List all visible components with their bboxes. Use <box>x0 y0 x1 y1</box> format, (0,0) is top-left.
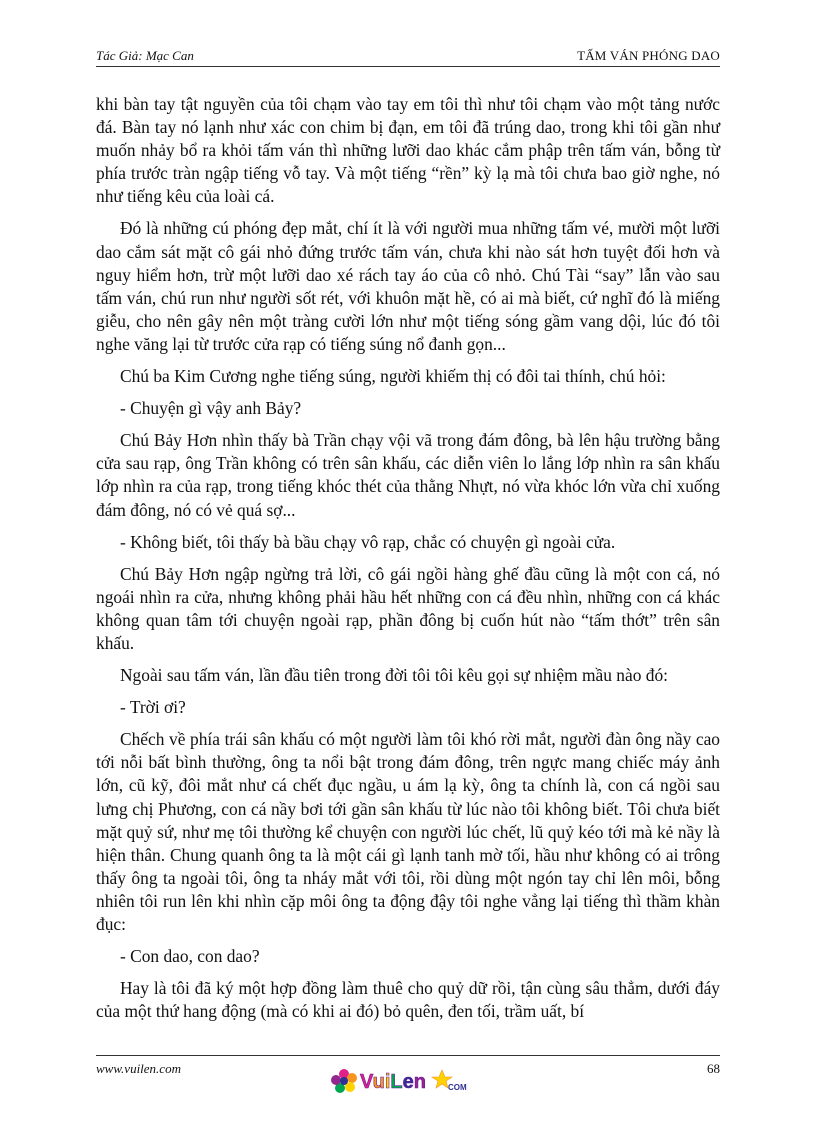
paragraph: Chếch về phía trái sân khấu có một người làm tôi khó rời mắt, người đàn ông nầy cao tới nỗi bất bình thường, ông ta nổi bật trong đám đông, trên ngực mang chiếc máy ảnh lớn, cũ kỹ, đôi mắt như cá chết đục ngầu, u ám lạ kỳ, ông ta chính là, con cá ngồi sau lưng chị Phương, con cá nầy bơi tới gần sân khấu từ lúc nào tôi không biết. Tôi chưa biết mặt quỷ sứ, như mẹ tôi thường kể chuyện con người lúc chết, lũ quỷ kéo tới mà kẻ nầy là hiện thân. Chung quanh ông ta là một cái gì lạnh tanh mờ tối, hầu như không có ai trông thấy ông ta ngoài tôi, ông ta nháy mắt với tôi, rồi dùng một ngón tay chỉ lên môi, bỗng nhiên tôi run lên khi nhìn cặp môi ông ta động đậy tôi nghe vẳng lại tiếng thì thầm khàn đục: <box>96 729 720 934</box>
header-author: Tác Giả: Mạc Can <box>96 48 194 63</box>
paragraph: - Con dao, con dao? <box>120 946 260 967</box>
paragraph: - Chuyện gì vậy anh Bảy? <box>120 398 302 419</box>
paragraph: Ngoài sau tấm ván, lần đầu tiên trong đời tôi tôi kêu gọi sự nhiệm mầu nào đó: <box>120 665 668 686</box>
footer-divider <box>96 1055 720 1056</box>
paragraph: - Trời ơi? <box>120 697 186 718</box>
paragraph: - Không biết, tôi thấy bà bầu chạy vô rạp, chắc có chuyện gì ngoài cửa. <box>120 531 616 552</box>
paragraph: khi bàn tay tật nguyền của tôi chạm vào tay em tôi thì như tôi chạm vào một tảng nước đá. Bàn tay nó lạnh như xác con chim bị đạn, em tôi đã trúng dao, trong khi tôi gần như muốn nhảy bổ ra khỏi tấm ván thì những lưỡi dao khác cắm phập trên tấm ván, bỗng từ phía trước tràn ngập tiếng vỗ tay. Và một tiếng “rền” kỳ lạ mà tôi chưa bao giờ nghe, nó như tiếng kêu của loài cá. <box>96 94 720 207</box>
flower-icon <box>331 1069 357 1093</box>
paragraph: Chú Bảy Hơn ngập ngừng trả lời, cô gái ngồi hàng ghế đầu cũng là một con cá, nó ngoái nhìn ra cửa, nhưng không phải hầu hết những con cá đều nhìn, những con cá khác không quan tâm tới chuyện ngoài rạp, phần đông bị cuốn hút nào “tấm thớt” trên sân khấu. <box>96 563 720 653</box>
page-number: 68 <box>707 1061 720 1076</box>
paragraph: Chú Bảy Hơn nhìn thấy bà Trần chạy vội vã trong đám đông, bà lên hậu trường bằng cửa sau rạp, ông Trần không có trên sân khấu, các diễn viên lo lắng lớp nhìn ra sân khấu lớp nhìn ra của rạp, trong tiếng khóc thét của thằng Nhựt, nó vừa khóc lớn vừa chỉ xuống đám đông, nó có vẻ quá sợ... <box>96 430 720 520</box>
footer-site-link[interactable]: www.vuilen.com <box>96 1061 181 1076</box>
page-body <box>96 93 720 1032</box>
page-header <box>96 46 720 67</box>
paragraph: Chú ba Kim Cương nghe tiếng súng, người khiếm thị có đôi tai thính, chú hỏi: <box>120 366 666 387</box>
vuilen-logo[interactable] <box>330 1062 490 1102</box>
paragraph: Đó là những cú phóng đẹp mắt, chí ít là với người mua những tấm vé, mười một lưỡi dao cắm sát mặt cô gái nhỏ đứng trước tấm ván, chưa khi nào sát hơn tuyệt đối hơn và nguy hiểm hơn, trừ một lưỡi dao xé rách tay áo của cô nhỏ. Chú Tài “say” lẫn vào sau tấm ván, chú run như người sốt rét, với khuôn mặt hề, có ai mà biết, cứ nghĩ đó là miếng giễu, cho nên gây nên một tràng cười lớn như một tiếng sóng gầm vang dội, lúc đó tôi nghe văng lại từ trước cửa rạp có tiếng súng nổ đanh gọn... <box>96 218 720 354</box>
header-book-title: TẤM VÁN PHÓNG DAO <box>577 48 720 63</box>
paragraph: Hay là tôi đã ký một hợp đồng làm thuê cho quỷ dữ rồi, tận cùng sâu thẳm, dưới đáy của một thứ hang động (mà có khi ai đó) bỏ quên, đen tối, trầm uất, bí <box>96 978 720 1022</box>
logo-suffix: COM <box>448 1083 467 1092</box>
logo-text: VuiLen <box>360 1071 426 1093</box>
